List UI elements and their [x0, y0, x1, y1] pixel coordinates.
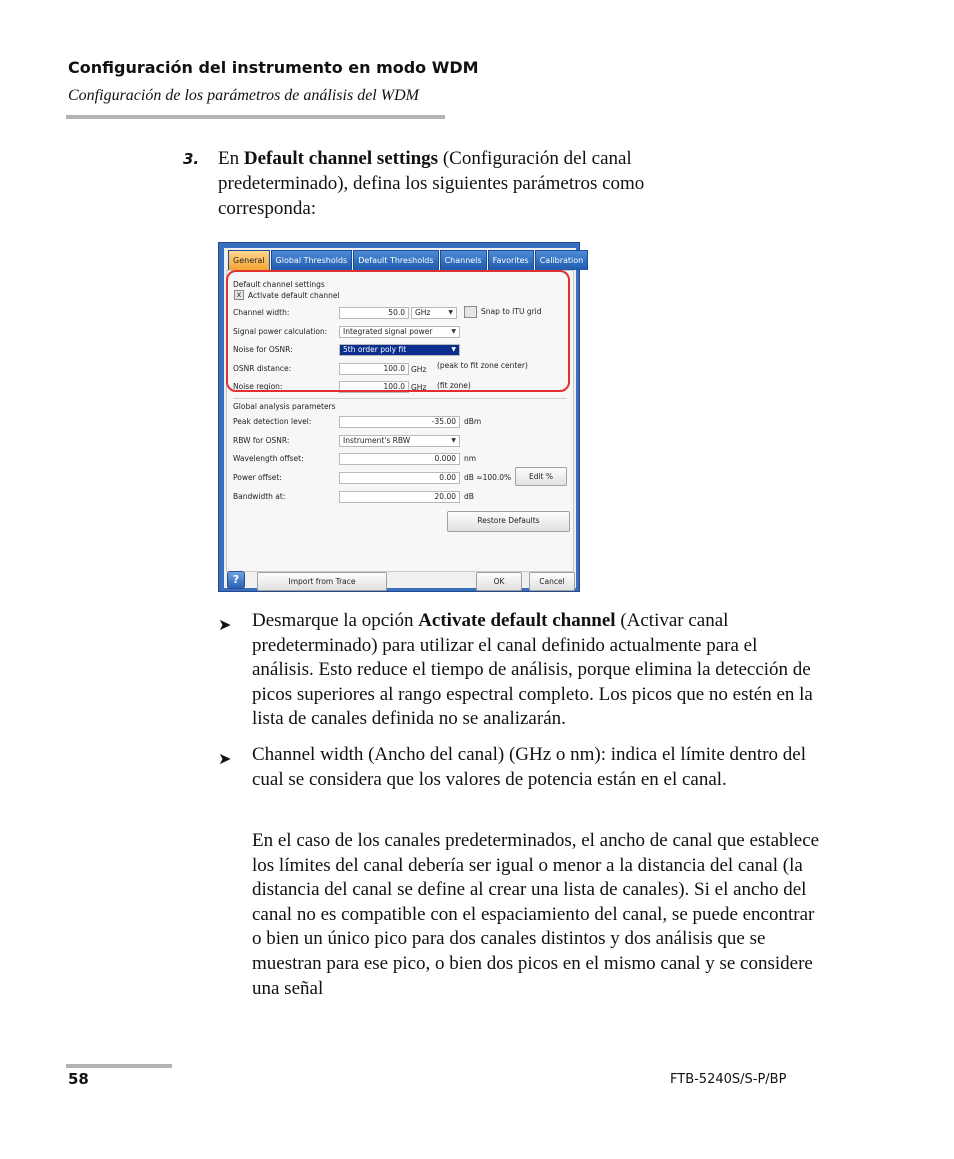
noise-osnr-label: Noise for OSNR:: [233, 345, 293, 354]
osnr-distance-input[interactable]: 100.0: [339, 363, 409, 375]
peak-detection-input[interactable]: -35.00: [339, 416, 460, 428]
default-settings-title: Default channel settings: [233, 280, 325, 289]
power-offset-input[interactable]: 0.00: [339, 472, 460, 484]
chevron-down-icon: ▼: [451, 346, 456, 353]
bullet-arrow-icon: ➤: [218, 751, 232, 768]
wavelength-offset-label: Wavelength offset:: [233, 454, 304, 463]
tab-channels[interactable]: Channels: [440, 250, 487, 270]
step-text: [218, 146, 738, 221]
snap-itu-label: Snap to ITU grid: [481, 307, 542, 316]
bullet-item-2: Channel width (Ancho del canal) (GHz o nm): indica el límite dentro del cual se considera que los valores de potencia están en el canal.: [252, 744, 806, 790]
bullet-1-bold: Activate default channel: [418, 610, 616, 631]
osnr-distance-unit: GHz: [411, 365, 427, 374]
global-params-title: Global analysis parameters: [233, 402, 336, 411]
bullet-arrow-icon: ➤: [218, 617, 232, 634]
tab-global-thresholds[interactable]: Global Thresholds: [271, 250, 353, 270]
help-icon[interactable]: ?: [227, 571, 245, 589]
signal-power-label: Signal power calculation:: [233, 327, 328, 336]
noise-region-input[interactable]: 100.0: [339, 381, 409, 393]
highlight-outline: [226, 270, 570, 392]
noise-region-note: (fit zone): [437, 381, 471, 390]
step-text-suffix: (Configuración del canal predeterminado), defina los siguientes parámetros como corresponda:: [218, 148, 645, 219]
channel-width-unit-value: GHz: [415, 308, 431, 317]
signal-power-value: Integrated signal power: [343, 327, 433, 336]
wavelength-offset-input[interactable]: 0.000: [339, 453, 460, 465]
header-rule: [66, 115, 445, 119]
step-text-prefix: En: [218, 148, 244, 169]
edit-percent-button[interactable]: Edit %: [515, 467, 567, 486]
tab-calibration[interactable]: Calibration: [535, 250, 589, 270]
noise-region-unit: GHz: [411, 383, 427, 392]
section-subtitle: Configuración de los parámetros de análisis del WDM: [68, 87, 419, 104]
footer-rule: [66, 1064, 172, 1068]
dialog-footer: [224, 572, 576, 588]
noise-region-label: Noise region:: [233, 382, 283, 391]
tab-default-thresholds[interactable]: Default Thresholds: [353, 250, 438, 270]
section-divider: [233, 398, 567, 399]
rbw-osnr-select[interactable]: [339, 435, 460, 447]
tab-bar: [228, 250, 589, 270]
section-title: Configuración del instrumento en modo WDM: [68, 58, 479, 77]
tab-favorites[interactable]: Favorites: [488, 250, 534, 270]
cancel-button[interactable]: Cancel: [529, 572, 575, 591]
chevron-down-icon: ▼: [448, 309, 453, 316]
power-offset-label: Power offset:: [233, 473, 282, 482]
activate-default-checkbox[interactable]: x: [234, 290, 244, 300]
chevron-down-icon: ▼: [451, 328, 456, 335]
chevron-down-icon: ▼: [451, 437, 456, 444]
osnr-distance-note: (peak to fit zone center): [437, 361, 528, 370]
peak-detection-label: Peak detection level:: [233, 417, 312, 426]
bandwidth-unit: dB: [464, 492, 474, 501]
rbw-osnr-value: Instrument's RBW: [343, 436, 411, 445]
channel-width-input[interactable]: 50.0: [339, 307, 409, 319]
activate-default-label: Activate default channel: [248, 291, 340, 300]
bandwidth-label: Bandwidth at:: [233, 492, 286, 501]
wavelength-offset-unit: nm: [464, 454, 477, 463]
osnr-distance-label: OSNR distance:: [233, 364, 292, 373]
step-text-bold: Default channel settings: [243, 148, 439, 169]
noise-osnr-value: 5th order poly fit: [343, 345, 407, 354]
tab-general[interactable]: General: [228, 250, 270, 270]
body-paragraph: En el caso de los canales predeterminados, el ancho de canal que establece los límites del canal debería ser igual o menor a la distancia del canal (la distancia del canal se define al crear una lista de canales). Si el ancho del canal no es compatible con el espaciamiento del canal, se puede encontrar o bien un único pico para dos canales distintos y dos análisis que se muestran para ese pico, o bien dos picos en el mismo canal y se considere una señal: [252, 830, 820, 999]
import-from-trace-button[interactable]: Import from Trace: [257, 572, 387, 591]
restore-defaults-button[interactable]: Restore Defaults: [447, 511, 570, 532]
ok-button[interactable]: OK: [476, 572, 522, 591]
peak-detection-unit: dBm: [464, 417, 482, 426]
power-offset-unit: dB ≈100.0%: [464, 473, 512, 482]
channel-width-label: Channel width:: [233, 308, 290, 317]
bullet-1-rest: (Activar canal predeterminado) para utilizar el canal definido actualmente para el análisis. Esto reduce el tiempo de análisis, porque elimina la detección de picos superiores al rango espectral completo. Los picos que no estén en la lista de canales definida no se analizarán.: [252, 610, 813, 730]
bandwidth-input[interactable]: 20.00: [339, 491, 460, 503]
bullet-1-lead: Desmarque la opción: [252, 610, 419, 631]
rbw-osnr-label: RBW for OSNR:: [233, 436, 290, 445]
model-name: FTB-5240S/S-P/BP: [670, 1072, 787, 1087]
step-number: 3.: [183, 150, 200, 168]
bullet-item-1: [252, 609, 822, 732]
page-number: 58: [68, 1070, 89, 1088]
